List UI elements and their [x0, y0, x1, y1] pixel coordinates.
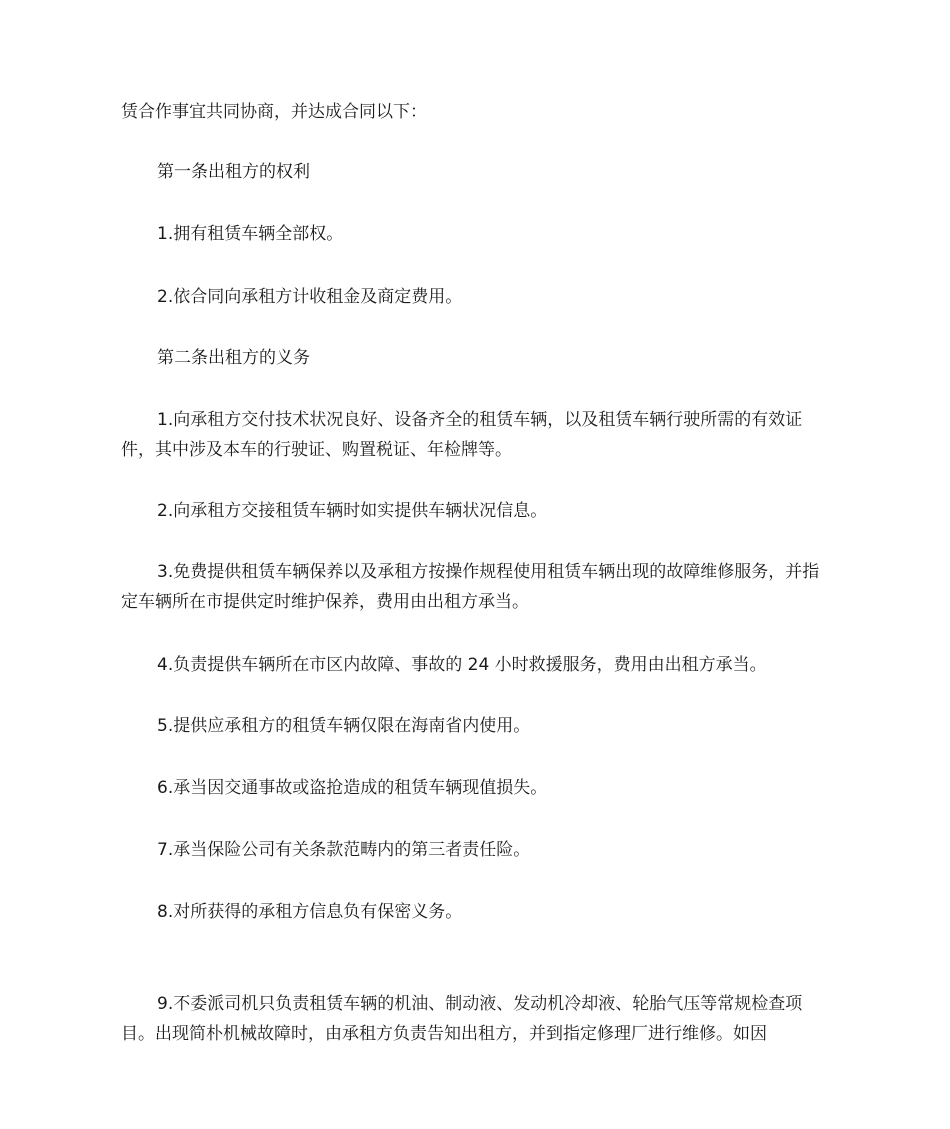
paragraph-2-3: 3.免费提供租赁车辆保养以及承租方按操作规程使用租赁车辆出现的故障维修服务，并指定车辆所在市提供定时维护保养，费用由出租方承当。 [121, 562, 820, 612]
paragraph-intro: 赁合作事宜共同协商，并达成合同以下： [121, 102, 427, 122]
paragraph-2-2: 2.向承租方交接租赁车辆时如实提供车辆状况信息。 [157, 501, 548, 521]
heading-article-2: 第二条出租方的义务 [157, 348, 310, 368]
paragraph-1-2: 2.依合同向承租方计收租金及商定费用。 [157, 287, 463, 307]
paragraph-2-1: 1.向承租方交付技术状况良好、设备齐全的租赁车辆，以及租赁车辆行驶所需的有效证件，其中涉及本车的行驶证、购置税证、年检牌等。 [121, 410, 803, 460]
paragraph-2-4: 4.负责提供车辆所在市区内故障、事故的 24 小时救援服务，费用由出租方承当。 [157, 655, 767, 675]
paragraph-1-1: 1.拥有租赁车辆全部权。 [157, 224, 344, 244]
paragraph-2-8: 8.对所获得的承租方信息负有保密义务。 [157, 902, 463, 922]
paragraph-2-6: 6.承当因交通事故或盗抢造成的租赁车辆现值损失。 [157, 778, 548, 798]
paragraph-2-7: 7.承当保险公司有关条款范畴内的第三者责任险。 [157, 840, 531, 860]
heading-article-1: 第一条出租方的权利 [157, 162, 310, 182]
paragraph-2-5: 5.提供应承租方的租赁车辆仅限在海南省内使用。 [157, 716, 531, 736]
paragraph-2-9: 9.不委派司机只负责租赁车辆的机油、制动液、发动机冷却液、轮胎气压等常规检查项目。出现简朴机械故障时，由承租方负责告知出租方，并到指定修理厂进行维修。如因 [121, 994, 803, 1044]
